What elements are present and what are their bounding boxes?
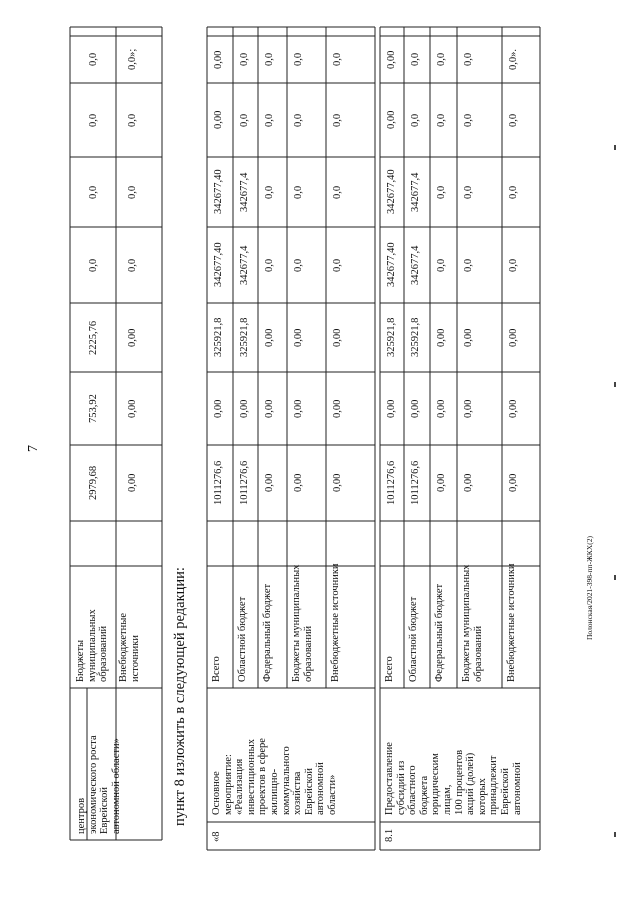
activity-name: жилищно- [269, 768, 280, 815]
table-cell-value: 0,00 [127, 328, 138, 347]
table-cell-value: 0,0 [332, 113, 343, 127]
table-cell-value: 0,0 [88, 258, 99, 272]
table-cell-value: 0,0 [264, 113, 275, 127]
table-cell-value: 0,00 [293, 328, 304, 347]
table-cell-value: 0,0 [264, 52, 275, 67]
table-cell-value: 0,00 [239, 399, 250, 418]
table-cell-value: 342677,40 [213, 169, 224, 215]
activity-name: областного [407, 765, 419, 815]
scan-mark [614, 575, 616, 580]
activity-name: Основное [211, 771, 222, 815]
table-cell-value: 0,0 [332, 185, 343, 199]
row-label: Федеральный бюджет [262, 583, 273, 682]
table-cell-value: 0,00 [332, 328, 343, 347]
row-name-continued: автономной области» [110, 738, 122, 834]
table-cell-value: 0,0 [293, 185, 304, 199]
activity-name: которых [476, 778, 488, 815]
table-cell-value: 0,00 [463, 328, 474, 347]
table-cell-value: 0,0 [239, 52, 250, 67]
activity-name: области» [327, 774, 338, 815]
footer-code: Полонская/2021-398-пп-ЖКХ(2) [585, 536, 594, 640]
table-cell-value: 0,00 [463, 399, 474, 418]
activity-name: хозяйства [292, 771, 304, 815]
table-cell-value: 0,0 [88, 113, 99, 127]
page-number: 7 [26, 445, 41, 452]
table-cell-value: 342677,40 [386, 242, 397, 288]
row-label: образований [472, 625, 484, 682]
table-cell-value: 0,00 [508, 473, 519, 493]
table-cell-value: 0,0 [88, 185, 99, 199]
activity-name: коммунального [280, 746, 292, 815]
table-cell-value: 325921,8 [239, 317, 250, 358]
activity-name: 100 процентов [453, 749, 465, 815]
table-cell-value: 325921,8 [213, 317, 224, 358]
activity-name: бюджета [418, 775, 430, 815]
row-label: Внебюджетные источники [506, 563, 517, 682]
table-cell-value: 0,0 [508, 258, 519, 272]
table-cell-value: 0,00 [386, 50, 397, 69]
table-cell-value: 0,00 [332, 473, 343, 493]
row-label: Всего [384, 656, 395, 682]
table-cell-value: 0,00 [213, 50, 224, 69]
table-cell-value: 2979,68 [88, 465, 99, 501]
table-cell-value: 0,00 [508, 328, 519, 347]
table-cell-value: 0,00 [213, 399, 224, 418]
table-cell-value: 0,0 [436, 258, 447, 272]
table-cell-value: 1011276,6 [386, 460, 397, 506]
row-name-continued: Еврейской [99, 787, 110, 834]
table-cell-value: 325921,8 [410, 317, 421, 358]
activity-name: лицам, [442, 784, 453, 815]
row-label: Бюджеты [75, 639, 86, 682]
table-cell-value: 0,0 [508, 185, 519, 199]
table-cell-value: 0,0 [332, 52, 343, 67]
table-cell-value: 342677,4 [239, 172, 250, 212]
row-label: Областной бюджет [237, 596, 248, 682]
activity-name: автономной [511, 762, 523, 815]
table-cell-value: 0,0 [293, 113, 304, 127]
table-cell-value: 0,00 [463, 473, 474, 493]
row-name-continued: экономического роста [87, 735, 99, 834]
table-cell-value: 0,00 [127, 399, 138, 418]
row-label: образований [302, 625, 314, 682]
intro-text: пункт 8 изложить в следующей редакции: [172, 567, 188, 826]
table-cell-value: 0,0 [127, 185, 138, 199]
table-cell-value: 1011276,6 [213, 460, 224, 506]
table-cell-value: 0,0 [239, 113, 250, 127]
table-cell-value: 0,0 [293, 258, 304, 272]
row-label: Бюджеты муниципальных [291, 564, 302, 682]
scan-mark [614, 832, 616, 837]
table-cell-value: 0,00 [264, 399, 275, 418]
activity-name: Предоставление [384, 742, 395, 815]
table-cell-value: 0,00 [264, 328, 275, 347]
table-cell-value: 0,00 [293, 399, 304, 418]
activity-name: инвестиционных [245, 739, 257, 815]
table-cell-value: 1011276,6 [239, 460, 250, 506]
item-number: «8 [211, 831, 222, 842]
table-cell-value: 0,00 [264, 473, 275, 493]
table-cell-value: 0,0 [264, 258, 275, 272]
activity-name: субсидий из [395, 760, 407, 815]
activity-name: «Реализация [234, 758, 246, 815]
activity-name: Еврейской [500, 768, 511, 815]
table-cell-value: 0,0 [508, 113, 519, 127]
row-label: муниципальных [86, 609, 98, 682]
table-cell-value: 0,0 [127, 258, 138, 272]
table-cell-value: 753,92 [88, 394, 99, 423]
table-cell-value: 0,0». [508, 49, 519, 70]
scan-mark [614, 145, 616, 150]
table-cell-value: 0,0 [436, 113, 447, 127]
activity-name: автономной [315, 762, 327, 815]
table-cell-value: 342677,40 [386, 169, 397, 215]
table-cell-value: 342677,4 [410, 172, 421, 212]
row-label: Внебюджетные источники [330, 563, 341, 682]
table-cell-value: 0,0 [463, 52, 474, 67]
table-cell-value: 0,00 [508, 399, 519, 418]
table-cell-value: 0,0 [410, 113, 421, 127]
activity-name: проектов в сфере [257, 738, 269, 815]
table-cell-value: 0,0»; [127, 48, 138, 71]
activity-name: юридическим [430, 753, 442, 815]
row-name-continued: центров [76, 797, 87, 834]
table-cell-value: 342677,4 [410, 245, 421, 285]
table-cell-value: 0,0 [293, 52, 304, 67]
activity-name: мероприятие: [222, 754, 234, 815]
row-label: Всего [211, 656, 222, 682]
table-cell-value: 0,0 [436, 52, 447, 67]
table-cell-value: 0,0 [463, 185, 474, 199]
table-cell-value: 0,0 [127, 113, 138, 127]
activity-name: принадлежит [488, 755, 500, 815]
item-number: 8.1 [384, 828, 395, 842]
table-cell-value: 325921,8 [386, 317, 397, 358]
table-cell-value: 0,0 [463, 113, 474, 127]
table-cell-value: 0,0 [436, 185, 447, 199]
table-cell-value: 342677,40 [213, 242, 224, 288]
table-cell-value: 0,00 [386, 110, 397, 130]
table-cell-value: 0,00 [386, 399, 397, 418]
table-cell-value: 0,0 [410, 52, 421, 67]
table-cell-value: 0,00 [127, 473, 138, 493]
table-cell-value: 342677,4 [239, 245, 250, 285]
row-label: Бюджеты муниципальных [461, 564, 472, 682]
activity-name: Еврейской [303, 768, 315, 815]
row-label: источники [129, 635, 141, 682]
table-cell-value: 0,00 [436, 328, 447, 347]
table-cell-value: 0,00 [436, 473, 447, 493]
table-cell-value: 0,00 [293, 473, 304, 493]
table-cell-value: 0,00 [410, 399, 421, 418]
table-cell-value: 0,0 [463, 258, 474, 272]
table-cell-value: 0,00 [213, 110, 224, 130]
table-cell-value: 0,00 [332, 399, 343, 418]
row-label: образований [98, 625, 109, 682]
table-cell-value: 1011276,6 [410, 460, 421, 506]
scan-mark [614, 382, 616, 387]
table-cell-value: 0,00 [436, 399, 447, 418]
table-cell-value: 0,0 [88, 52, 99, 67]
table-cell-value: 0,0 [264, 185, 275, 199]
activity-name: акций (долей) [465, 752, 477, 815]
table-cell-value: 2225,76 [88, 320, 99, 355]
table-cell-value: 0,0 [332, 258, 343, 272]
row-label: Федеральный бюджет [434, 583, 445, 682]
row-label: Областной бюджет [408, 596, 419, 682]
row-label: Внебюджетные [118, 613, 129, 682]
